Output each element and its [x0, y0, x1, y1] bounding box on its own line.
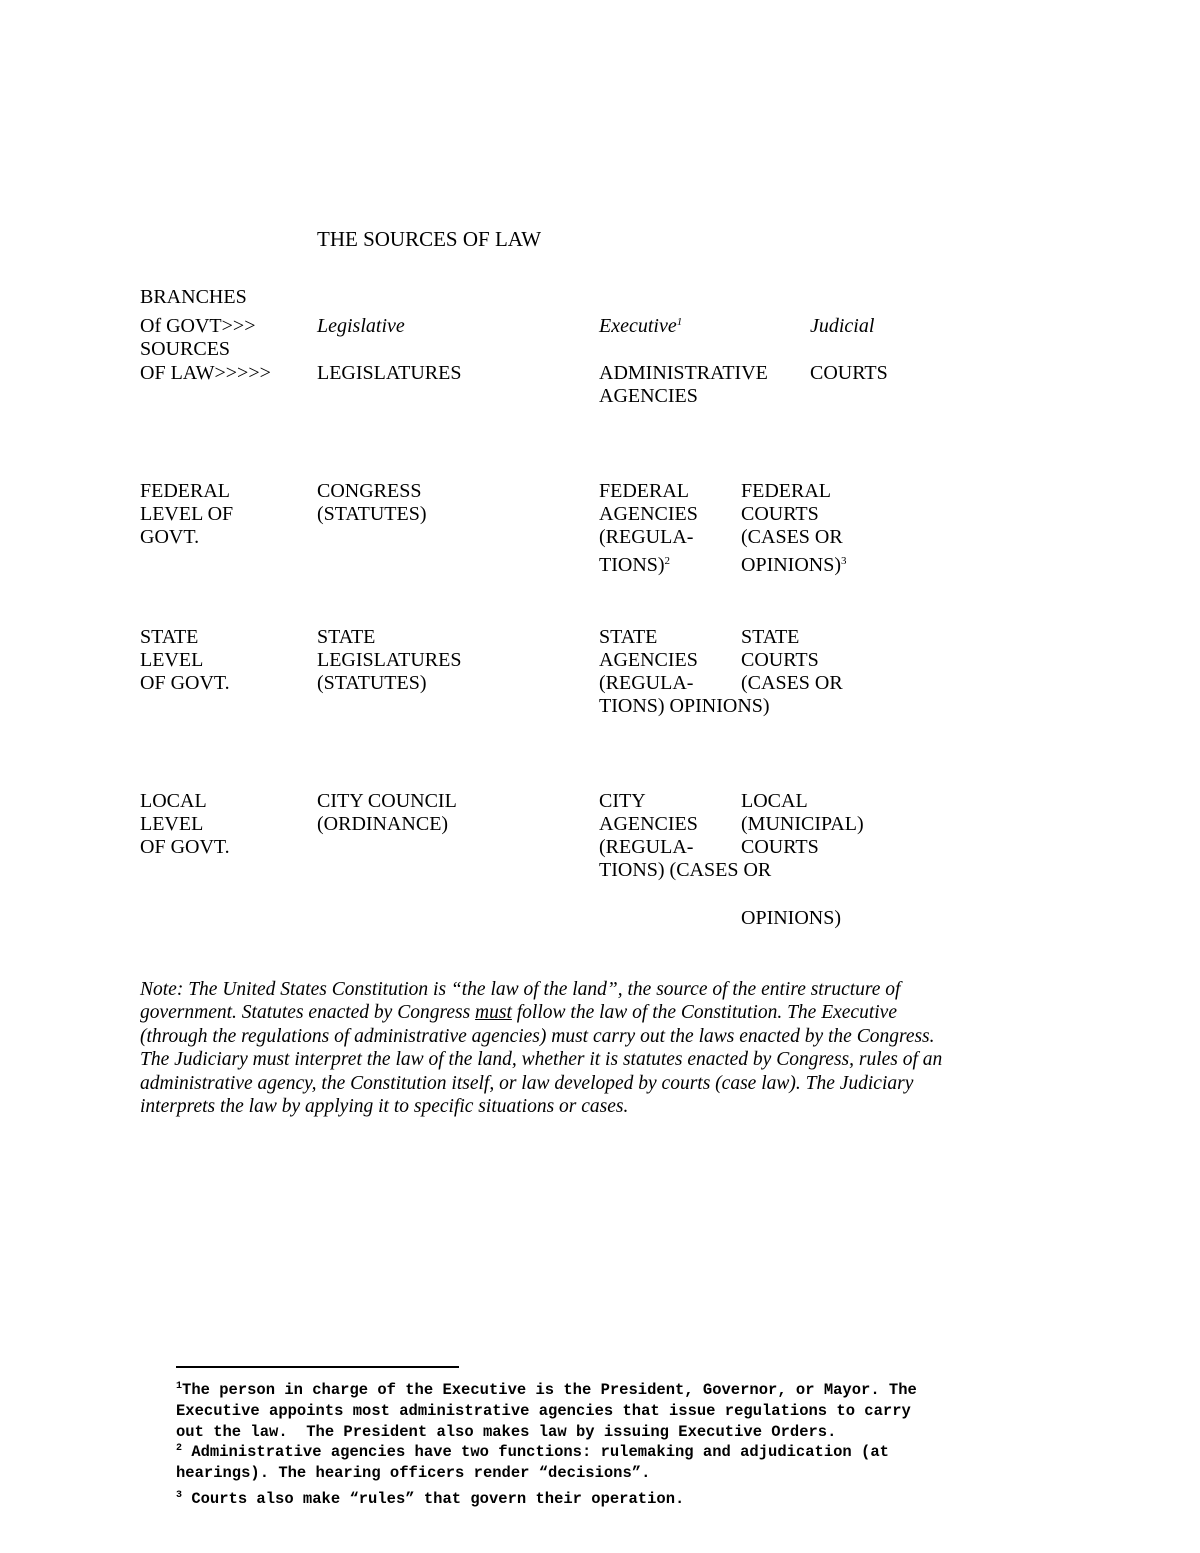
local-judicial: LOCAL (MUNICIPAL) COURTS	[741, 790, 864, 858]
footnote-ref-3: 3	[841, 555, 847, 567]
federal-level-label: FEDERAL LEVEL OF GOVT.	[140, 480, 234, 548]
federal-executive-tail: TIONS)$^2$	[599, 554, 671, 576]
state-legislative: STATE LEGISLATURES (STATUTES)	[317, 626, 462, 694]
local-judicial-opinions: OPINIONS)	[741, 907, 841, 929]
local-level-label: LOCAL LEVEL OF GOVT.	[140, 790, 230, 858]
of-govt-label: Of GOVT>>>	[140, 315, 256, 337]
admin-agencies-source-2: AGENCIES	[599, 385, 698, 407]
footnote-3: $^3$ Courts also make “rules” that govern their operation.	[176, 1490, 685, 1508]
page-title: THE SOURCES OF LAW	[317, 227, 542, 251]
legislatures-source: LEGISLATURES	[317, 362, 462, 384]
branches-label: BRANCHES	[140, 286, 247, 308]
judicial-heading: Judicial	[810, 315, 875, 337]
must-emphasis: must	[475, 1002, 512, 1024]
executive-heading: Executive$^1$	[599, 315, 683, 337]
local-legislative: CITY COUNCIL (ORDINANCE)	[317, 790, 457, 835]
state-level-label: STATE LEVEL OF GOVT.	[140, 626, 230, 694]
courts-source: COURTS	[810, 362, 888, 384]
footnote-2: $^2$ Administrative agencies have two functions: rulemaking and adjudication (at hearings). The hearing officers render “decisions”.	[176, 1443, 889, 1482]
footnote-ref-1: 1	[676, 316, 683, 328]
footnote-separator	[176, 1366, 459, 1368]
federal-legislative: CONGRESS (STATUTES)	[317, 480, 427, 525]
footnote-1: $^1$The person in charge of the Executive is the President, Governor, or Mayor. The Executive appoints most administrative agencies that issue regulations to carry out the law. The President also makes law by issuing Executive Orders.	[176, 1381, 917, 1441]
of-law-label: OF LAW>>>>>	[140, 362, 271, 384]
admin-agencies-source: ADMINISTRATIVE	[599, 362, 768, 384]
state-executive: STATE AGENCIES (REGULA- TIONS) OPINIONS)	[599, 626, 770, 717]
note-paragraph: Note: The United States Constitution is “the law of the land”, the source of the entire structure of government. Statutes enacted by Congress must follow the law of the Constitution. The Executive (through the regulations of administrative agencies) must carry out the laws enacted by the Congress. The Judiciary must interpret the law of the land, whether it is statutes enacted by Congress, rules of an administrative agency, the Constitution itself, or law developed by courts (case law). The Judiciary interprets the law by applying it to specific situations or cases.	[140, 979, 943, 1118]
footnote-ref-2: 2	[664, 555, 671, 567]
federal-judicial-tail: OPINIONS)$^3$	[741, 554, 847, 576]
federal-executive: FEDERAL AGENCIES (REGULA-	[599, 480, 698, 548]
local-executive: CITY AGENCIES (REGULA- TIONS) (CASES OR	[599, 790, 772, 881]
federal-judicial: FEDERAL COURTS (CASES OR	[741, 480, 843, 548]
state-judicial: STATE COURTS (CASES OR	[741, 626, 843, 694]
legislative-heading: Legislative	[317, 315, 405, 337]
sources-label: SOURCES	[140, 338, 231, 360]
